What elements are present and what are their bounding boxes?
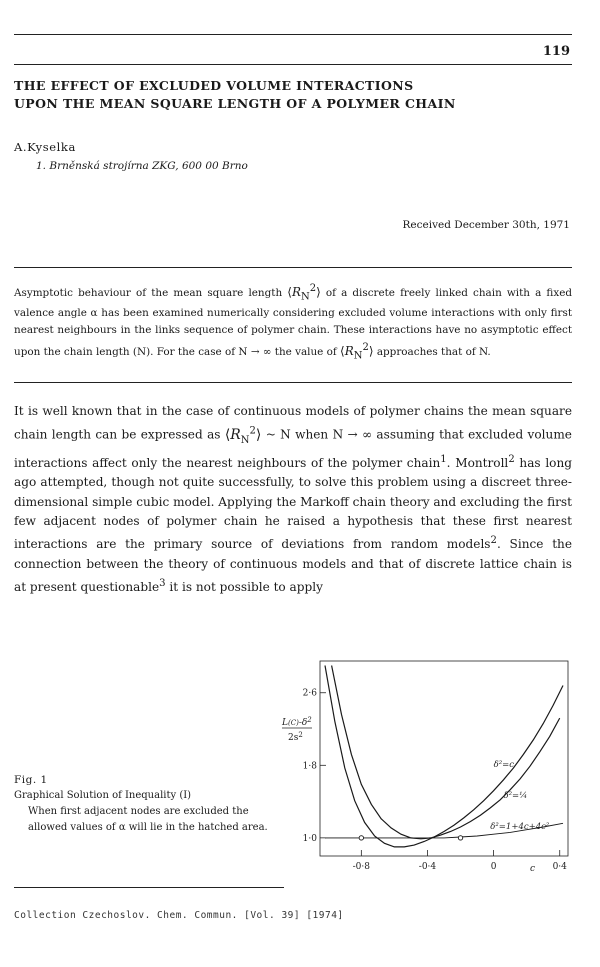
- x-tick-label: -0·8: [352, 862, 371, 872]
- body-text-6: it is not possible to apply: [165, 579, 323, 594]
- body-text-2: ~ N when N → ∞ assuming that excluded volume interactions affect only the nearest neighbours of the polymer chain: [14, 427, 572, 471]
- series-line-1: [325, 666, 563, 847]
- y-tick-label: 2·6: [302, 688, 317, 699]
- page-number: 119: [542, 44, 570, 59]
- caption-bottom-rule: [14, 887, 284, 888]
- mean-square-symbol-3: $⟨R_N^2⟩$: [224, 425, 262, 446]
- body-text-1: It is well known that in the case of continuous models of polymer chains the mean square chain length can be expressed as: [14, 404, 572, 442]
- intersection-point-1: [359, 836, 363, 840]
- citation-3: 2: [490, 535, 497, 547]
- mean-square-symbol: $⟨R_N^2⟩$: [287, 283, 321, 303]
- x-tick-label: -0·4: [418, 862, 437, 872]
- citation-1: 1: [440, 454, 447, 466]
- abstract-text-3: approaches that of N.: [376, 346, 491, 359]
- abstract-top-rule: [14, 267, 572, 268]
- citation-4: 3: [159, 577, 166, 589]
- x-tick-label: 0: [490, 862, 497, 872]
- abstract-text-2: of a discrete freely linked chain with a fixed valence angle α has been examined numerically considering excluded volume interactions with only first nearest neighbours in the links sequence of polymer chain. These interactions have no asymptotic effect upon the chain length (N). For the case of N → ∞ the value of: [14, 286, 572, 359]
- article-title: [14, 77, 574, 113]
- footer-citation: Collection Czechoslov. Chem. Commun. [Vol. 39] [1974]: [14, 910, 344, 921]
- body-text-4: has long ago attempted, though not quite successfully, to solve this problem using a discreet three-dimensional simple cubic model. Applying the Markoff chain theory and excluding the first few adjacent nodes of polymer chain he raised a hypothesis that these first nearest interactions are the primary source of deviations from random models: [14, 456, 572, 552]
- title-line-2: UPON THE MEAN SQUARE LENGTH OF A POLYMER CHAIN: [14, 96, 456, 111]
- received-date: Received December 30th, 1971: [402, 219, 570, 231]
- figure-chart: [278, 655, 578, 887]
- figure-caption: [14, 772, 276, 836]
- title-line-1: THE EFFECT OF EXCLUDED VOLUME INTERACTIONS: [14, 78, 414, 93]
- x-tick-label: 0·4: [552, 862, 567, 872]
- citation-2: 2: [508, 454, 515, 466]
- abstract: [14, 280, 572, 365]
- abstract-text-1: Asymptotic behaviour of the mean square length: [14, 286, 283, 299]
- author: A.Kyselka: [14, 140, 76, 154]
- top-rule: [14, 34, 572, 35]
- affiliation: 1. Brněnská strojírna ZKG, 600 00 Brno: [36, 160, 248, 172]
- figure-title: Graphical Solution of Inequality (I): [14, 790, 192, 801]
- curve-annotation-3: δ²=1+4c+4c²: [490, 821, 550, 832]
- figure-caption-text: When first adjacent nodes are excluded the allowed values of α will lie in the hatched area.: [28, 806, 268, 833]
- figure-label: Fig. 1: [14, 774, 48, 786]
- title-rule: [14, 64, 572, 65]
- body-paragraph: [14, 402, 572, 597]
- body-text-5: . Since the connection between the theory of continuous models and that of discrete lattice chain is at present questionable: [14, 537, 573, 594]
- intersection-point-2: [458, 836, 462, 840]
- body-text-3: . Montroll: [446, 456, 509, 471]
- abstract-bottom-rule: [14, 382, 572, 383]
- curve-annotation-2: δ²=¼: [503, 790, 528, 801]
- curve-annotation-1: δ²=c: [493, 760, 515, 771]
- x-axis-label: c: [529, 864, 536, 874]
- y-tick-label: 1·0: [302, 833, 317, 844]
- y-tick-label: 1·8: [302, 761, 317, 772]
- ylabel-denominator: $2s^2$: [288, 731, 303, 743]
- mean-square-symbol-2: $⟨R_N^2⟩$: [340, 342, 374, 362]
- ylabel-numerator: $L(C)-\delta^2$: [282, 716, 312, 728]
